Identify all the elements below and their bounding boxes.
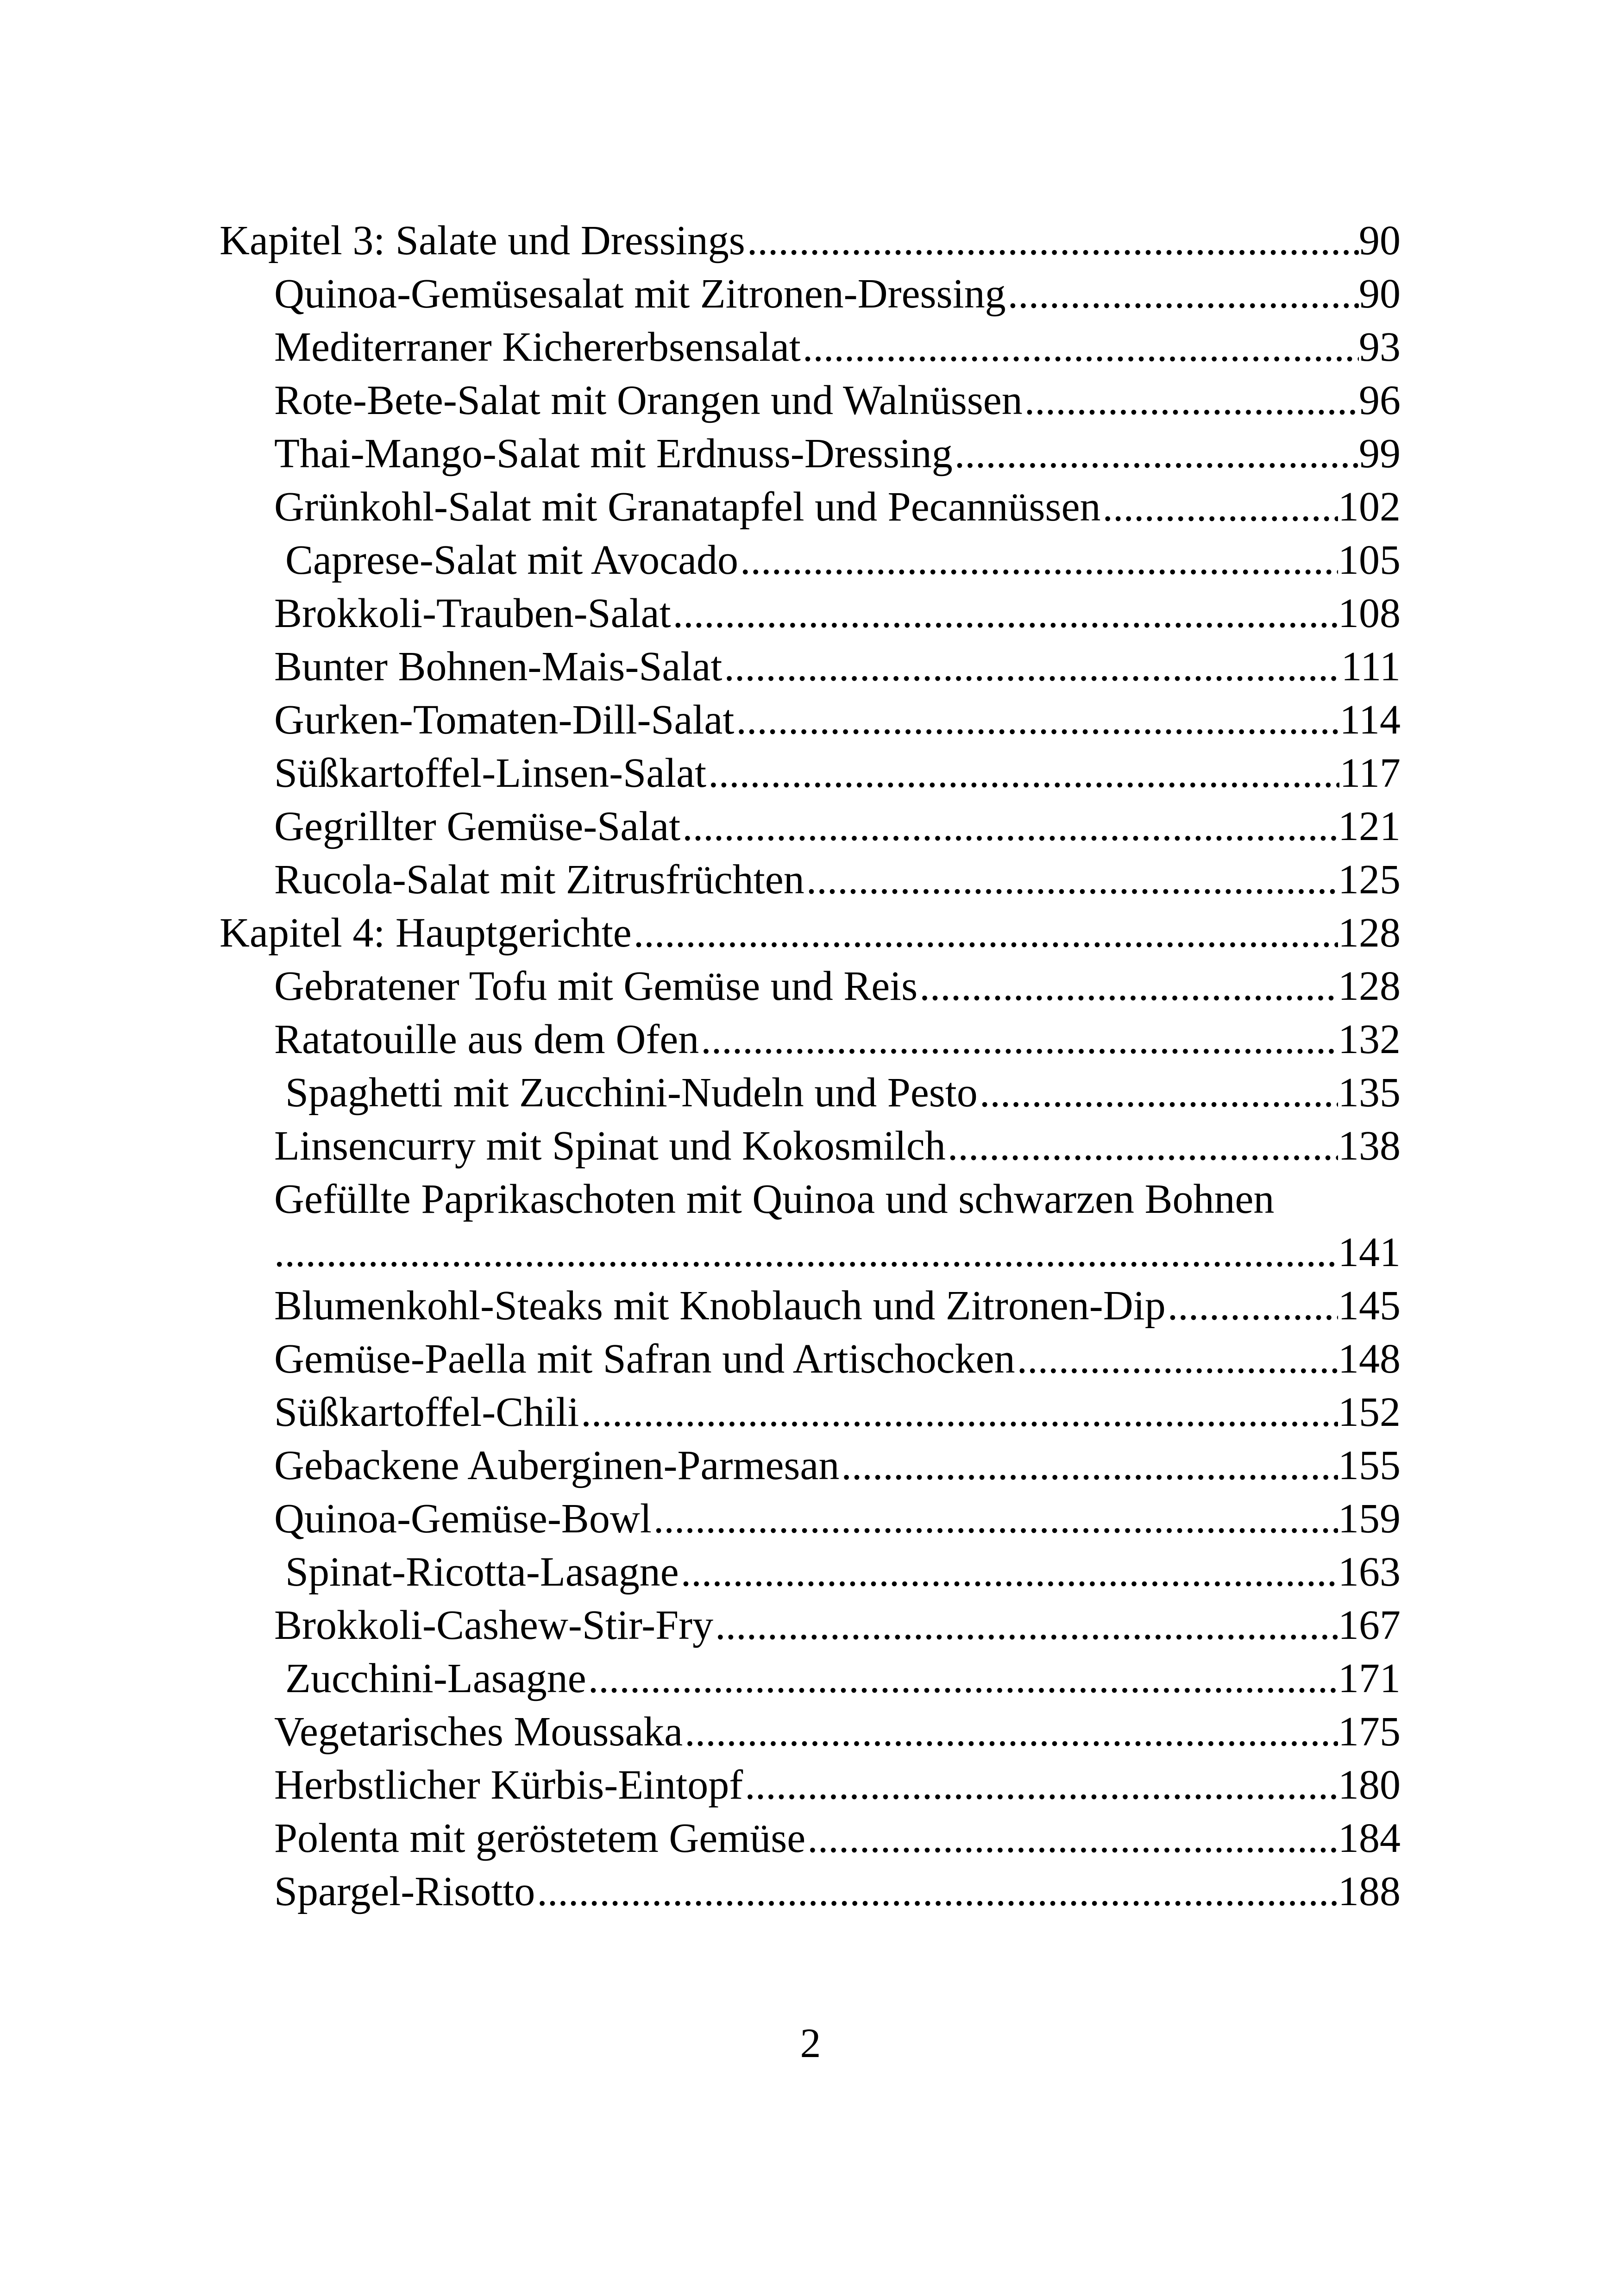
toc-dot-leader	[653, 1492, 1338, 1545]
toc-entry-title: Grünkohl-Salat mit Granatapfel und Pecannüssen	[274, 484, 1101, 530]
toc-item-entry[interactable]	[220, 1812, 1401, 1865]
toc-entry-title: Spaghetti mit Zucchini-Nudeln und Pesto	[285, 1070, 978, 1116]
toc-entry-page: 102	[1338, 484, 1401, 530]
toc-item-entry[interactable]	[220, 427, 1401, 480]
toc-entry-title: Mediterraner Kichererbsensalat	[274, 324, 801, 370]
toc-dot-leader	[1017, 1332, 1338, 1386]
toc-entry-page: 145	[1338, 1283, 1401, 1329]
toc-entry-title: Vegetarisches Moussaka	[274, 1709, 683, 1755]
toc-dot-leader	[708, 747, 1339, 800]
toc-dot-leader	[948, 1119, 1338, 1173]
toc-item-entry[interactable]	[220, 960, 1401, 1013]
toc-entry-page: 184	[1338, 1815, 1401, 1861]
toc-entry-page: 167	[1338, 1602, 1401, 1648]
toc-dot-leader	[736, 693, 1339, 747]
toc-dot-leader	[980, 1066, 1338, 1119]
toc-entry-page: 125	[1338, 857, 1401, 903]
toc-entry-title: Rote-Bete-Salat mit Orangen und Walnüssen	[274, 377, 1023, 423]
toc-item-entry[interactable]	[220, 1066, 1401, 1119]
toc-entry-page: 117	[1339, 750, 1401, 796]
table-of-contents	[220, 214, 1401, 1918]
toc-entry-title: Blumenkohl-Steaks mit Knoblauch und Zitronen-Dip	[274, 1283, 1166, 1329]
toc-entry-title: Rucola-Salat mit Zitrusfrüchten	[274, 857, 804, 903]
toc-entry-page: 159	[1338, 1496, 1401, 1542]
toc-dot-leader	[747, 214, 1359, 267]
toc-entry-page: 114	[1339, 697, 1401, 743]
toc-entry-title: Brokkoli-Cashew-Stir-Fry	[274, 1602, 714, 1648]
toc-entry-title: Spargel-Risotto	[274, 1869, 535, 1914]
toc-dot-leader	[1008, 267, 1359, 320]
toc-entry-page: 93	[1359, 324, 1401, 370]
toc-entry-title: Gemüse-Paella mit Safran und Artischocken	[274, 1336, 1015, 1382]
toc-dot-leader	[715, 1599, 1338, 1652]
toc-dot-leader	[681, 1545, 1338, 1599]
toc-dot-leader	[955, 427, 1359, 480]
toc-entry-title: Thai-Mango-Salat mit Erdnuss-Dressing	[274, 431, 953, 477]
toc-entry-title: Caprese-Salat mit Avocado	[285, 537, 739, 583]
toc-entry-page: 105	[1338, 537, 1401, 583]
toc-item-entry[interactable]	[220, 1492, 1401, 1545]
toc-entry-page: 96	[1359, 377, 1401, 423]
toc-entry-page: 163	[1338, 1549, 1401, 1595]
toc-chapter-entry[interactable]	[220, 906, 1401, 960]
toc-item-entry[interactable]	[220, 1332, 1401, 1386]
toc-item-entry[interactable]	[220, 1386, 1401, 1439]
toc-dot-leader	[581, 1386, 1338, 1439]
toc-item-entry[interactable]	[220, 587, 1401, 640]
toc-dot-leader	[745, 1758, 1338, 1812]
toc-entry-page: 152	[1338, 1389, 1401, 1435]
toc-item-entry[interactable]	[220, 1439, 1401, 1492]
toc-entry-page: 108	[1338, 590, 1401, 636]
toc-entry-page: 128	[1338, 910, 1401, 956]
toc-entry-title: Gefüllte Paprikaschoten mit Quinoa und schwarzen Bohnen	[274, 1176, 1275, 1222]
toc-dot-leader	[685, 1705, 1338, 1758]
toc-dot-leader	[806, 853, 1338, 906]
toc-item-entry[interactable]	[220, 853, 1401, 906]
toc-entry-page: 99	[1359, 431, 1401, 477]
page-number: 2	[800, 2020, 821, 2066]
toc-entry-page: 188	[1338, 1869, 1401, 1914]
toc-item-entry[interactable]	[220, 320, 1401, 374]
toc-entry-page: 180	[1338, 1762, 1401, 1808]
toc-entry-title: Gebratener Tofu mit Gemüse und Reis	[274, 963, 918, 1009]
toc-dot-leader	[919, 960, 1338, 1013]
toc-item-entry[interactable]	[220, 1865, 1401, 1918]
toc-entry-title: Gurken-Tomaten-Dill-Salat	[274, 697, 735, 743]
toc-entry-page: 111	[1341, 644, 1401, 690]
toc-dot-leader	[724, 640, 1341, 693]
toc-entry-title: Bunter Bohnen-Mais-Salat	[274, 644, 723, 690]
toc-entry-page: 128	[1338, 963, 1401, 1009]
toc-dot-leader	[701, 1013, 1338, 1066]
toc-item-entry[interactable]	[220, 1279, 1401, 1332]
toc-item-entry[interactable]	[220, 1013, 1401, 1066]
toc-entry-page: 132	[1338, 1016, 1401, 1062]
toc-dot-leader	[807, 1812, 1338, 1865]
toc-entry-page: 135	[1338, 1070, 1401, 1116]
toc-dot-leader	[1103, 480, 1338, 533]
toc-item-entry[interactable]	[220, 1119, 1401, 1173]
toc-item-entry[interactable]	[220, 747, 1401, 800]
toc-item-entry[interactable]	[220, 374, 1401, 427]
toc-item-entry[interactable]	[220, 267, 1401, 320]
toc-item-entry[interactable]	[220, 1545, 1401, 1599]
toc-entry-page: 155	[1338, 1443, 1401, 1488]
toc-dot-leader	[841, 1439, 1338, 1492]
toc-entry-title: Brokkoli-Trauben-Salat	[274, 590, 671, 636]
toc-dot-leader	[803, 320, 1359, 374]
toc-dot-leader	[537, 1865, 1338, 1918]
toc-entry-title: Linsencurry mit Spinat und Kokosmilch	[274, 1123, 946, 1169]
toc-entry-title: Quinoa-Gemüse-Bowl	[274, 1496, 652, 1542]
toc-item-entry[interactable]	[220, 480, 1401, 533]
toc-entry-title: Süßkartoffel-Linsen-Salat	[274, 750, 707, 796]
toc-item-entry[interactable]	[220, 800, 1401, 853]
toc-entry-page: 148	[1338, 1336, 1401, 1382]
toc-entry-title: Herbstlicher Kürbis-Eintopf	[274, 1762, 743, 1808]
toc-entry-title: Spinat-Ricotta-Lasagne	[285, 1549, 679, 1595]
toc-dot-leader	[1024, 374, 1359, 427]
toc-entry-page: 90	[1359, 271, 1401, 317]
toc-chapter-entry[interactable]	[220, 214, 1401, 267]
toc-item-entry[interactable]	[220, 1599, 1401, 1652]
toc-item-entry[interactable]	[220, 1705, 1401, 1758]
toc-dot-leader	[682, 800, 1338, 853]
toc-entry-page: 121	[1338, 803, 1401, 849]
toc-entry-title: Quinoa-Gemüsesalat mit Zitronen-Dressing	[274, 271, 1006, 317]
toc-dot-leader	[274, 1226, 1338, 1279]
toc-entry-title: Süßkartoffel-Chili	[274, 1389, 579, 1435]
toc-item-entry[interactable]	[220, 1652, 1401, 1705]
toc-dot-leader	[673, 587, 1338, 640]
toc-entry-title: Kapitel 4: Hauptgerichte	[220, 910, 632, 956]
toc-dot-leader	[588, 1652, 1338, 1705]
toc-entry-page: 171	[1338, 1656, 1401, 1701]
toc-dot-leader	[740, 533, 1338, 587]
toc-entry-title: Gegrillter Gemüse-Salat	[274, 803, 681, 849]
toc-entry-page: 90	[1359, 218, 1401, 263]
toc-entry-title: Kapitel 3: Salate und Dressings	[220, 218, 745, 263]
toc-item-entry-continuation[interactable]	[220, 1226, 1401, 1279]
toc-entry-title: Zucchini-Lasagne	[285, 1656, 586, 1701]
toc-entry-page: 138	[1338, 1123, 1401, 1169]
toc-item-entry[interactable]	[220, 533, 1401, 587]
toc-item-entry[interactable]	[220, 693, 1401, 747]
toc-item-entry[interactable]	[220, 1173, 1401, 1226]
toc-dot-leader	[634, 906, 1338, 960]
toc-entry-title: Polenta mit geröstetem Gemüse	[274, 1815, 806, 1861]
toc-entry-page: 175	[1338, 1709, 1401, 1755]
toc-dot-leader	[1168, 1279, 1338, 1332]
toc-entry-title: Gebackene Auberginen-Parmesan	[274, 1443, 840, 1488]
toc-item-entry[interactable]	[220, 640, 1401, 693]
toc-item-entry[interactable]	[220, 1758, 1401, 1812]
toc-entry-page: 141	[1338, 1230, 1401, 1275]
toc-entry-title: Ratatouille aus dem Ofen	[274, 1016, 699, 1062]
